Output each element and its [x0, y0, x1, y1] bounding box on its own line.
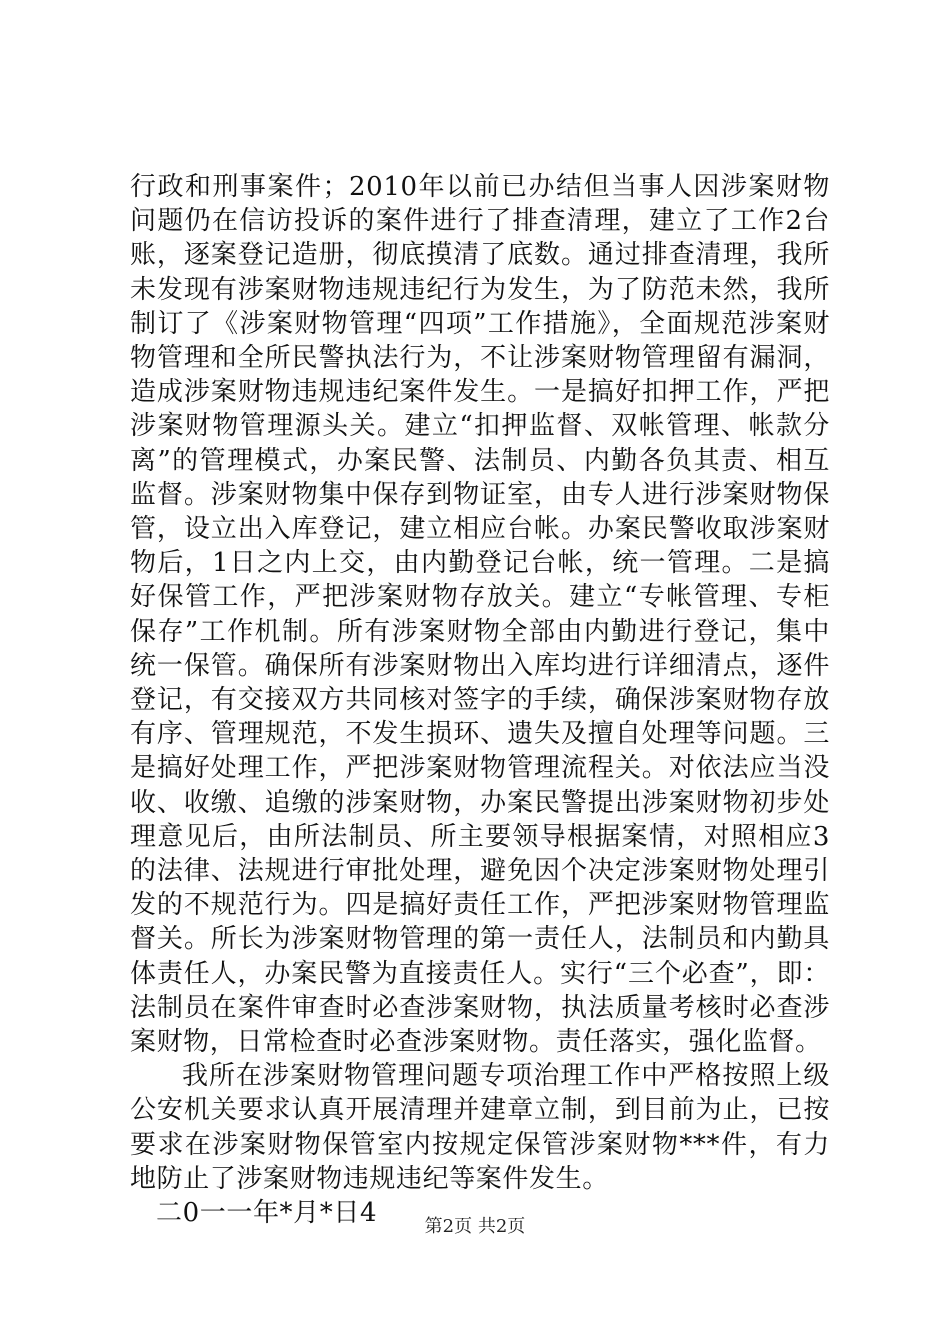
document-body	[130, 170, 830, 1230]
body-paragraph-1: 行政和刑事案件；2010年以前已办结但当事人因涉案财物问题仍在信访投诉的案件进行了排查清理，建立了工作2台账，逐案登记造册，彻底摸清了底数。通过排查清理，我所未发现有涉案财物违规违纪行为发生，为了防范未然，我所制订了《涉案财物管理“四项”工作措施》，全面规范涉案财物管理和全所民警执法行为，不让涉案财物管理留有漏洞，造成涉案财物违规违纪案件发生。一是搞好扣押工作，严把涉案财物管理源头关。建立“扣押监督、双帐管理、帐款分离”的管理模式，办案民警、法制员、内勤各负其责、相互监督。涉案财物集中保存到物证室，由专人进行涉案财物保管，设立出入库登记，建立相应台帐。办案民警收取涉案财物后，1日之内上交，由内勤登记台帐，统一管理。二是搞好保管工作，严把涉案财物存放关。建立“专帐管理、专柜保存”工作机制。所有涉案财物全部由内勤进行登记，集中统一保管。确保所有涉案财物出入库均进行详细清点，逐件登记，有交接双方共同核对签字的手续，确保涉案财物存放有序、管理规范，不发生损环、遗失及擅自处理等问题。三是搞好处理工作，严把涉案财物管理流程关。对依法应当没收、收缴、追缴的涉案财物，办案民警提出涉案财物初步处理意见后，由所法制员、所主要领导根据案情，对照相应3的法律、法规进行审批处理，避免因个决定涉案财物处理引发的不规范行为。四是搞好责任工作，严把涉案财物管理监督关。所长为涉案财物管理的第一责任人，法制员和内勤具体责任人，办案民警为直接责任人。实行“三个必查”，即：法制员在案件审查时必查涉案财物，执法质量考核时必查涉案财物，日常检查时必查涉案财物。责任落实，强化监督。	[130, 172, 830, 1058]
body-paragraph-2: 我所在涉案财物管理问题专项治理工作中严格按照上级公安机关要求认真开展清理并建章立制，到目前为止，已按要求在涉案财物保管室内按规定保管涉案财物***件，有力地防止了涉案财物违规违纪等案件发生。	[130, 1061, 830, 1194]
page-footer: 第2页 共2页	[424, 1216, 526, 1237]
date-line: 二0一一年*月*日4	[156, 1198, 378, 1229]
